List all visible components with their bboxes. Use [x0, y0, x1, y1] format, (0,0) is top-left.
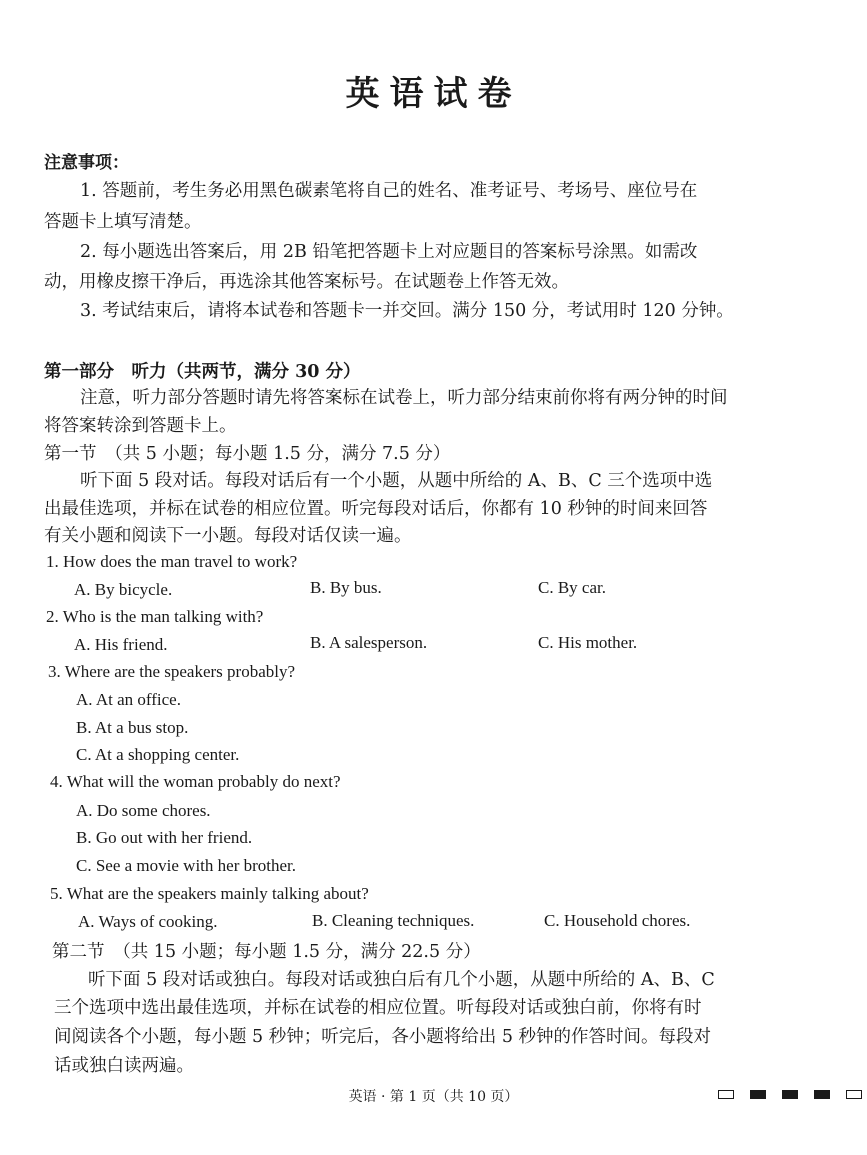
question-text: 3. Where are the speakers probably? [48, 662, 296, 681]
registration-mark-solid [782, 1090, 798, 1099]
question-text: 1. How does the man travel to work? [46, 552, 298, 571]
section2-instruction-line: 听下面 5 段对话或独白。每段对话或独白后有几个小题，从题中所给的 A、B、C [88, 970, 715, 990]
notice-line: 1. 答题前，考生务必用黑色碳素笔将自己的姓名、准考证号、考场号、座位号在 [80, 181, 698, 201]
notice-line: 动，用橡皮擦干净后，再选涂其他答案标号。在试题卷上作答无效。 [44, 272, 569, 292]
option-a: A. His friend. [74, 635, 168, 654]
option-a: A. At an office. [76, 690, 181, 709]
option-c: C. Household chores. [544, 911, 691, 930]
option-b: B. Go out with her friend. [76, 828, 253, 847]
option-a: A. Ways of cooking. [78, 912, 218, 931]
question-text: 4. What will the woman probably do next? [50, 772, 341, 791]
page-footer: 英语 · 第 1 页（共 10 页） [348, 1089, 519, 1105]
option-b: B. By bus. [310, 578, 382, 597]
question-text: 5. What are the speakers mainly talking about? [50, 884, 369, 903]
option-a: A. Do some chores. [76, 801, 211, 820]
registration-marks [718, 1090, 862, 1099]
option-c: C. See a movie with her brother. [76, 856, 297, 875]
section1-instruction-line: 听下面 5 段对话。每段对话后有一个小题，从题中所给的 A、B、C 三个选项中选 [80, 471, 713, 491]
registration-mark-outline [718, 1090, 734, 1099]
option-a: A. By bicycle. [74, 580, 173, 599]
option-c: C. By car. [538, 578, 606, 597]
notice-line: 2. 每小题选出答案后，用 2B 铅笔把答题卡上对应题目的答案标号涂黑。如需改 [80, 242, 698, 262]
registration-mark-outline [846, 1090, 862, 1099]
section1-instruction-line: 有关小题和阅读下一小题。每段对话仅读一遍。 [44, 526, 412, 546]
option-c: C. At a shopping center. [76, 745, 240, 764]
part1-note-line: 将答案转涂到答题卡上。 [44, 416, 237, 436]
section1-instruction-line: 出最佳选项，并标在试卷的相应位置。听完每段对话后，你都有 10 秒钟的时间来回答 [44, 499, 708, 519]
registration-mark-solid [750, 1090, 766, 1099]
section1-heading: 第一节 （共 5 小题；每小题 1.5 分，满分 7.5 分） [44, 444, 451, 464]
section2-instruction-line: 话或独白读两遍。 [54, 1056, 194, 1076]
notice-line: 答题卡上填写清楚。 [44, 212, 202, 232]
section2-heading: 第二节 （共 15 小题；每小题 1.5 分，满分 22.5 分） [52, 942, 481, 962]
section2-instruction-line: 间阅读各个小题，每小题 5 秒钟；听完后，各小题将给出 5 秒钟的作答时间。每段对 [54, 1027, 712, 1047]
option-b: B. A salesperson. [310, 633, 428, 652]
part1-heading: 第一部分 听力（共两节，满分 30 分） [44, 362, 361, 382]
notice-heading: 注意事项： [44, 153, 129, 173]
option-c: C. His mother. [538, 633, 638, 652]
page-title: 英语试卷 [345, 74, 522, 114]
part1-note-line: 注意，听力部分答题时请先将答案标在试卷上，听力部分结束前你将有两分钟的时间 [80, 388, 728, 408]
option-b: B. At a bus stop. [76, 718, 189, 737]
notice-line: 3. 考试结束后，请将本试卷和答题卡一并交回。满分 150 分，考试用时 120 分钟。 [80, 301, 734, 321]
option-b: B. Cleaning techniques. [312, 911, 475, 930]
registration-mark-solid [814, 1090, 830, 1099]
question-text: 2. Who is the man talking with? [46, 607, 264, 626]
section2-instruction-line: 三个选项中选出最佳选项，并标在试卷的相应位置。听每段对话或独白前，你将有时 [54, 998, 702, 1018]
